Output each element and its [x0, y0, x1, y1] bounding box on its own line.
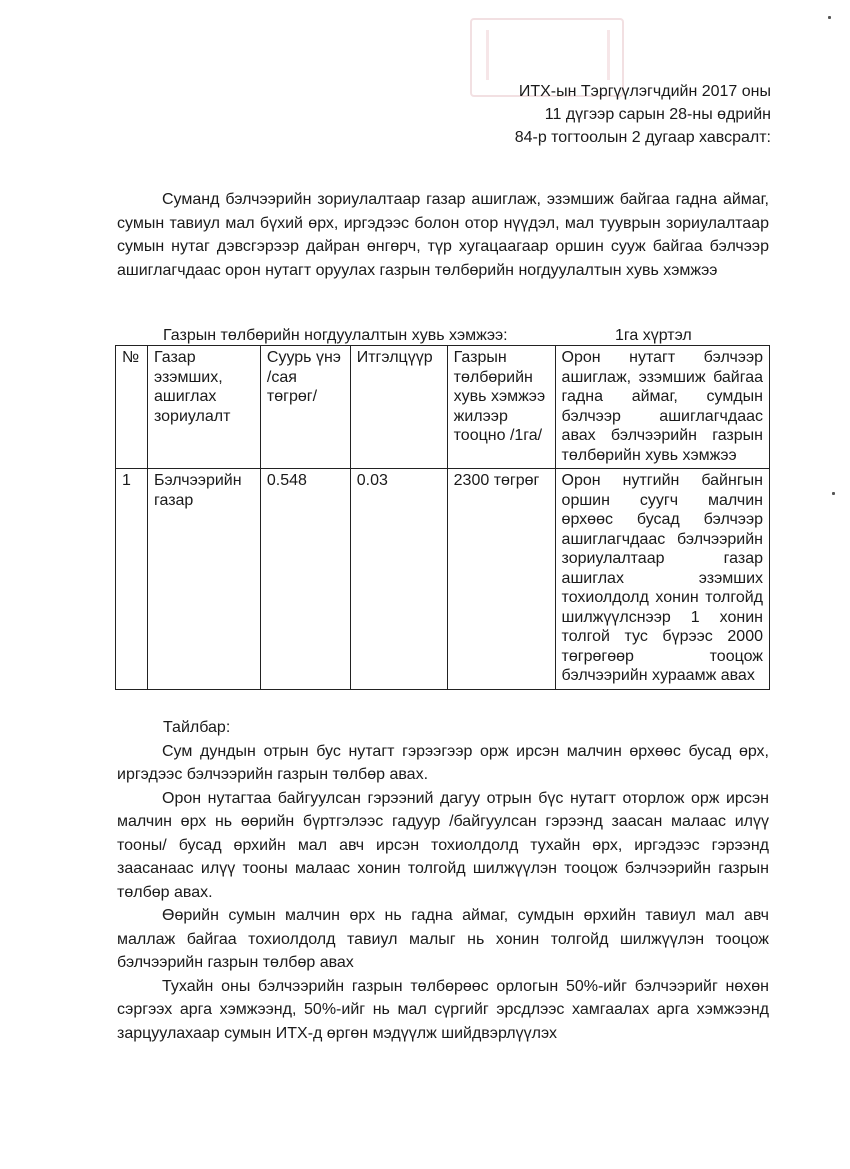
header-line-1: ИТХ-ын Тэргүүлэгчдийн 2017 оны: [518, 83, 771, 100]
cell-purpose: Бэлчээрийн газар: [147, 469, 260, 690]
table-subtitle-right: 1га хүртэл: [615, 327, 692, 344]
header-fee-per-ha: Газрын төлбөрийн хувь хэмжээ жилээр тооцно /1га/: [447, 346, 555, 469]
header-no: №: [116, 346, 148, 469]
intro-text: Суманд бэлчээрийн зориулалтаар газар ашиглаж, эзэмшиж байгаа гадна аймаг, сумын тавиул мал бүхий өрх, иргэдээс болон отор нүүдэл, мал тууврын зориулалтаар сумын нутаг дэвсгэрээр дайран өнгөрч, түр хугацаагаар оршин сууж байгаа бэлчээр ашиглагчдаас орон нутагт оруулах газрын төлбөрийн ногдуулалтын хувь хэмжээ: [117, 191, 769, 279]
intro-paragraph: [117, 188, 769, 282]
note-paragraph-1: Сум дундын отрын бус нутагт гэрээгээр орж ирсэн малчин өрхөөс бусад өрх, иргэдээс бэлчээрийн газрын төлбөр авах.: [117, 742, 769, 783]
header-line-2: 11 дүгээр сарын 28-ны өдрийн: [544, 106, 771, 123]
notes-label: Тайлбар:: [163, 719, 231, 736]
cell-rate: Орон нутгийн байнгын оршин суугч малчин өрхөөс бусад бэлчээр ашиглагчдаас бэлчээрийн зориулалтаар газар ашиглах эзэмших тохиолдолд хонин толгойд шилжүүлснээр 1 хонин толгой тус бүрээс 2000 төгрөгөөр тооцож бэлчээрийн хураамж авах: [555, 469, 769, 690]
fee-table: [115, 345, 770, 690]
notes-section: [117, 716, 769, 1045]
table-subtitle: [163, 326, 723, 346]
header-base-price: Суурь үнэ /сая төгрөг/: [260, 346, 350, 469]
scan-speck: [828, 16, 831, 19]
note-paragraph-4: Тухайн оны бэлчээрийн газрын төлбөрөөс орлогын 50%-ийг бэлчээрийг нөхөн сэргээх арга хэмжээнд, 50%-ийг нь мал сүргийг эрсдлээс хамгаалах арга хэмжээнд зарцуулахаар сумын ИТХ-д өргөн мэдүүлж шийдвэрлүүлэх: [117, 977, 769, 1042]
document-header: [515, 80, 771, 149]
cell-no: 1: [116, 469, 148, 690]
table-header-row: [116, 346, 770, 469]
header-coefficient: Итгэлцүүр: [350, 346, 447, 469]
scan-speck: [832, 492, 835, 495]
note-paragraph-2: Орон нутагтаа байгуулсан гэрээний дагуу отрын бүс нутагт оторлож орж ирсэн малчин өрх нь өөрийн бүртгэлээс гадуур /байгуулсан гэрээнд заасан малаас илүү тооны/ бусад өрхийн мал авч ирсэн тохиолдолд тухайн өрх, иргэдээс гэрээнд заасанаас илүү тооны малаас хонин толгойд шилжүүлэн тооцож бэлчээрийн газрын төлбөр авах.: [117, 789, 769, 901]
cell-coefficient: 0.03: [350, 469, 447, 690]
cell-base-price: 0.548: [260, 469, 350, 690]
header-line-3: 84-р тогтоолын 2 дугаар хавсралт:: [514, 129, 771, 146]
header-rate: Орон нутагт бэлчээр ашиглаж, эзэмшиж байгаа гадна аймаг, сумдын бэлчээр ашиглагчдаас авах бэлчээрийн газрын төлбөрийн хувь хэмжээ: [555, 346, 769, 469]
table-row: [116, 469, 770, 690]
note-paragraph-3: Өөрийн сумын малчин өрх нь гадна аймаг, сумдын өрхийн тавиул мал авч маллаж байгаа тохиолдолд тавиул малыг нь хонин толгойд шилжүүлэн тооцож бэлчээрийн газрын төлбөр авах: [117, 907, 769, 971]
cell-fee-per-ha: 2300 төгрөг: [447, 469, 555, 690]
table-subtitle-left: Газрын төлбөрийн ногдуулалтын хувь хэмжээ:: [163, 327, 508, 344]
header-purpose: Газар эзэмших, ашиглах зориулалт: [147, 346, 260, 469]
